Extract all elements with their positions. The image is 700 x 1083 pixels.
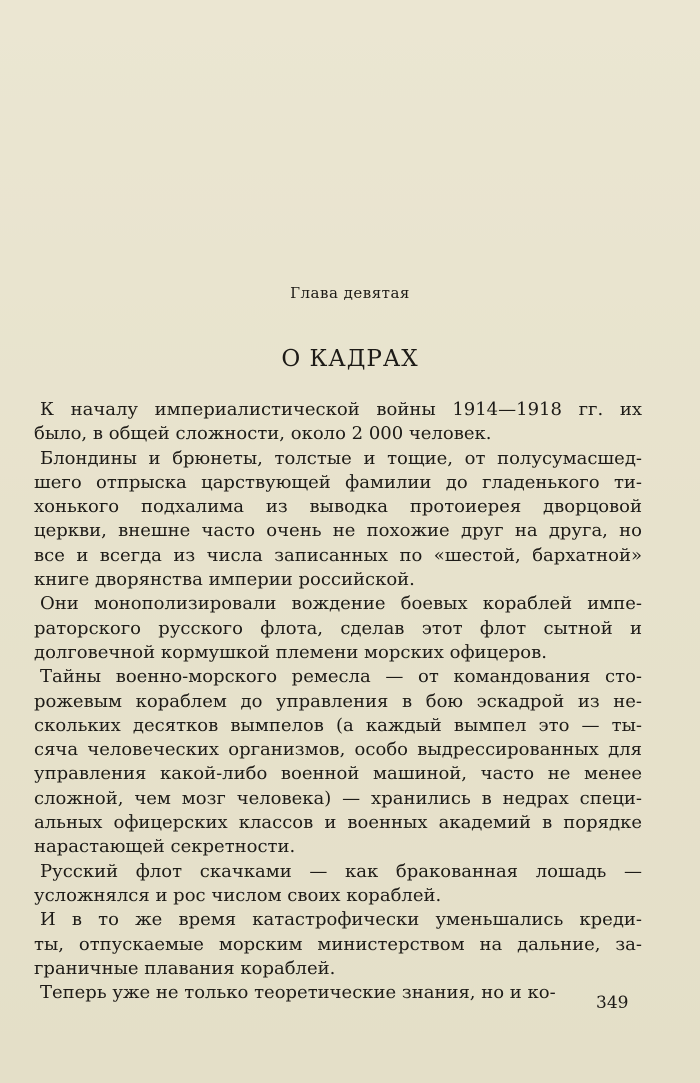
paragraph (34, 398, 642, 447)
paragraph (34, 908, 642, 981)
text-line: Тайны военно-морского ремесла — от командования сто- (40, 666, 642, 688)
text-line: ты, отпускаемые морским министерством на дальние, за- (34, 933, 642, 955)
text-line: шего отпрыска царствующей фамилии до гладенького ти- (34, 471, 642, 493)
text-line: сложной, чем мозг человека) — хранились в недрах специ- (34, 787, 642, 809)
text-line: Блондины и брюнеты, толстые и тощие, от полусумасшед- (40, 447, 642, 469)
text-line: Русский флот скачками — как бракованная лошадь — (40, 860, 642, 882)
text-line: И в то же время катастрофически уменьшались креди- (40, 909, 642, 931)
text-line: управления какой-либо военной машиной, часто не менее (34, 763, 642, 785)
text-line: было, в общей сложности, около 2 000 человек. (34, 423, 492, 445)
paragraph (34, 981, 642, 1005)
paragraph (34, 592, 642, 665)
text-line: скольких десятков вымпелов (а каждый вымпел это — ты- (34, 714, 642, 736)
paragraph (34, 665, 642, 859)
text-line: хонького подхалима из выводка протоиерея дворцовой (34, 496, 642, 518)
text-line: книге дворянства империи российской. (34, 569, 415, 591)
paragraph (34, 447, 642, 593)
text-line: раторского русского флота, сделав этот флот сытной и (34, 617, 642, 639)
text-line: Они монополизировали вождение боевых кораблей импе- (40, 593, 642, 615)
text-line: нарастающей секретности. (34, 836, 296, 858)
text-line: Теперь уже не только теоретические знания, но и ко- (40, 982, 556, 1004)
paragraph (34, 860, 642, 909)
text-line: альных офицерских классов и военных академий в порядке (34, 812, 642, 834)
text-line: долговечной кормушкой племени морских офицеров. (34, 641, 547, 663)
text-line: сяча человеческих организмов, особо выдрессированных для (34, 739, 642, 761)
text-line: все и всегда из числа записанных по «шестой, бархатной» (34, 544, 642, 566)
page-number: 349 (596, 993, 629, 1013)
chapter-label: Глава девятая (290, 284, 410, 302)
chapter-title: О КАДРАХ (281, 346, 419, 372)
text-line: К началу империалистической войны 1914—1918 гг. их (40, 399, 642, 420)
body-text (34, 398, 642, 1005)
text-line: граничные плавания кораблей. (34, 957, 336, 979)
text-line: усложнялся и рос числом своих кораблей. (34, 884, 442, 906)
text-line: рожевым кораблем до управления в бою эскадрой из не- (34, 690, 642, 712)
text-line: церкви, внешне часто очень не похожие друг на друга, но (34, 520, 642, 542)
